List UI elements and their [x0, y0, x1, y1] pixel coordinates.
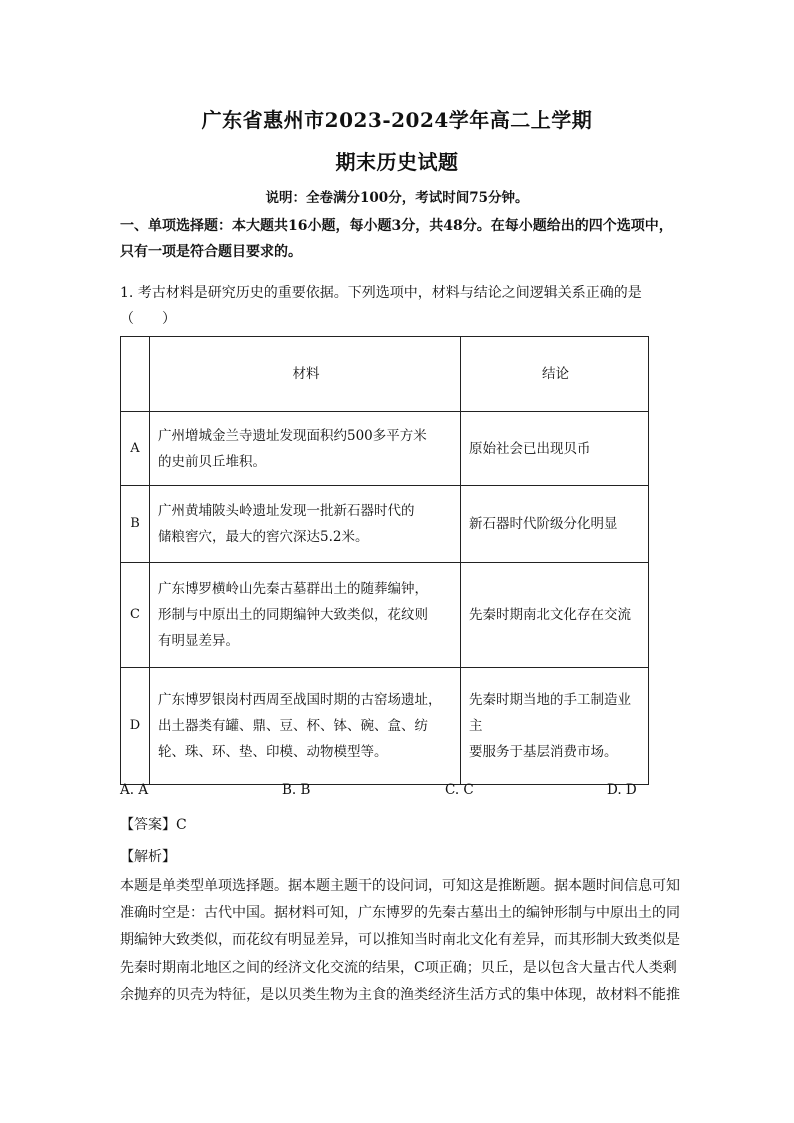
row-material [150, 563, 461, 668]
conclusion-line: 先秦时期南北文化存在交流 [469, 607, 631, 623]
choice-d: D. D [607, 782, 637, 798]
conclusion-line: 要服务于基层消费市场。 [469, 744, 618, 760]
question-1-stem [120, 280, 680, 332]
question-1-line2: （ ） [120, 311, 176, 327]
table-header-blank [121, 337, 150, 412]
exam-note: 说明：全卷满分100分，考试时间75分钟。 [265, 190, 529, 206]
question-1-table [120, 336, 649, 785]
row-letter: D [121, 668, 150, 785]
analysis-line: 先秦时期南北地区之间的经济文化交流的结果，C项正确；贝丘，是以包含大量古代人类剩 [120, 959, 677, 976]
table-row [121, 486, 649, 563]
section-heading [120, 213, 680, 265]
choice-b: B. B [282, 782, 311, 798]
material-line: 广东博罗银岗村西周至战国时期的古窑场遗址， [158, 692, 442, 708]
row-material [150, 412, 461, 486]
answer-label: 【答案】C [120, 817, 187, 833]
material-line: 广州黄埔陂头岭遗址发现一批新石器时代的 [158, 503, 415, 519]
analysis-line: 本题是单类型单项选择题。据本题主题干的设问词，可知这是推断题。据本题时间信息可知 [120, 878, 680, 894]
table-row [121, 563, 649, 668]
conclusion-line: 原始社会已出现贝币 [469, 440, 591, 457]
material-line: 轮、珠、环、垫、印模、动物模型等。 [158, 744, 388, 760]
material-line: 的史前贝丘堆积。 [158, 453, 266, 470]
row-letter: A [121, 412, 150, 486]
conclusion-line: 新石器时代阶级分化明显 [469, 516, 618, 532]
material-line: 出土器类有罐、鼎、豆、杯、钵、碗、盒、纺 [158, 718, 428, 734]
row-letter: C [121, 563, 150, 668]
analysis-line: 准确时空是：古代中国。据材料可知，广东博罗的先秦古墓出土的编钟形制与中原出土的同 [120, 905, 680, 922]
document-title-line2: 期末历史试题 [335, 150, 459, 174]
section-heading-line1: 一、单项选择题：本大题共16小题，每小题3分，共48分。在每小题给出的四个选项中， [120, 218, 673, 234]
analysis-label: 【解析】 [120, 849, 176, 865]
row-material [150, 668, 461, 785]
material-line: 储粮窖穴，最大的窖穴深达5.2米。 [158, 529, 369, 545]
row-conclusion [461, 486, 649, 563]
document-title-line1: 广东省惠州市2023-2024学年高二上学期 [201, 108, 593, 132]
analysis-line: 期编钟大致类似，而花纹有明显差异，可以推知当时南北文化有差异，而其形制大致类似是 [120, 932, 680, 949]
row-conclusion [461, 563, 649, 668]
table-header-material: 材料 [150, 337, 461, 412]
choice-a: A. A [120, 782, 149, 798]
row-letter: B [121, 486, 150, 563]
row-conclusion [461, 412, 649, 486]
table-row [121, 668, 649, 785]
choice-c: C. C [445, 782, 474, 798]
material-line: 广州增城金兰寺遗址发现面积约500多平方米 [158, 427, 427, 444]
material-line: 广东博罗横岭山先秦古墓群出土的随葬编钟， [158, 581, 428, 597]
question-1-line1: 1. 考古材料是研究历史的重要依据。下列选项中，材料与结论之间逻辑关系正确的是 [120, 285, 642, 301]
section-heading-line2: 只有一项是符合题目要求的。 [120, 244, 302, 260]
material-line: 有明显差异。 [158, 633, 239, 649]
material-line: 形制与中原出土的同期编钟大致类似，花纹则 [158, 607, 428, 623]
analysis-line: 余抛弃的贝壳为特征，是以贝类生物为主食的渔类经济生活方式的集中体现，故材料不能推 [120, 986, 680, 1003]
conclusion-line: 先秦时期当地的手工制造业主 [469, 692, 631, 734]
table-row [121, 412, 649, 486]
table-header-row [121, 337, 649, 412]
row-material [150, 486, 461, 563]
table-header-conclusion: 结论 [461, 337, 649, 412]
row-conclusion [461, 668, 649, 785]
analysis-text [120, 873, 684, 1009]
